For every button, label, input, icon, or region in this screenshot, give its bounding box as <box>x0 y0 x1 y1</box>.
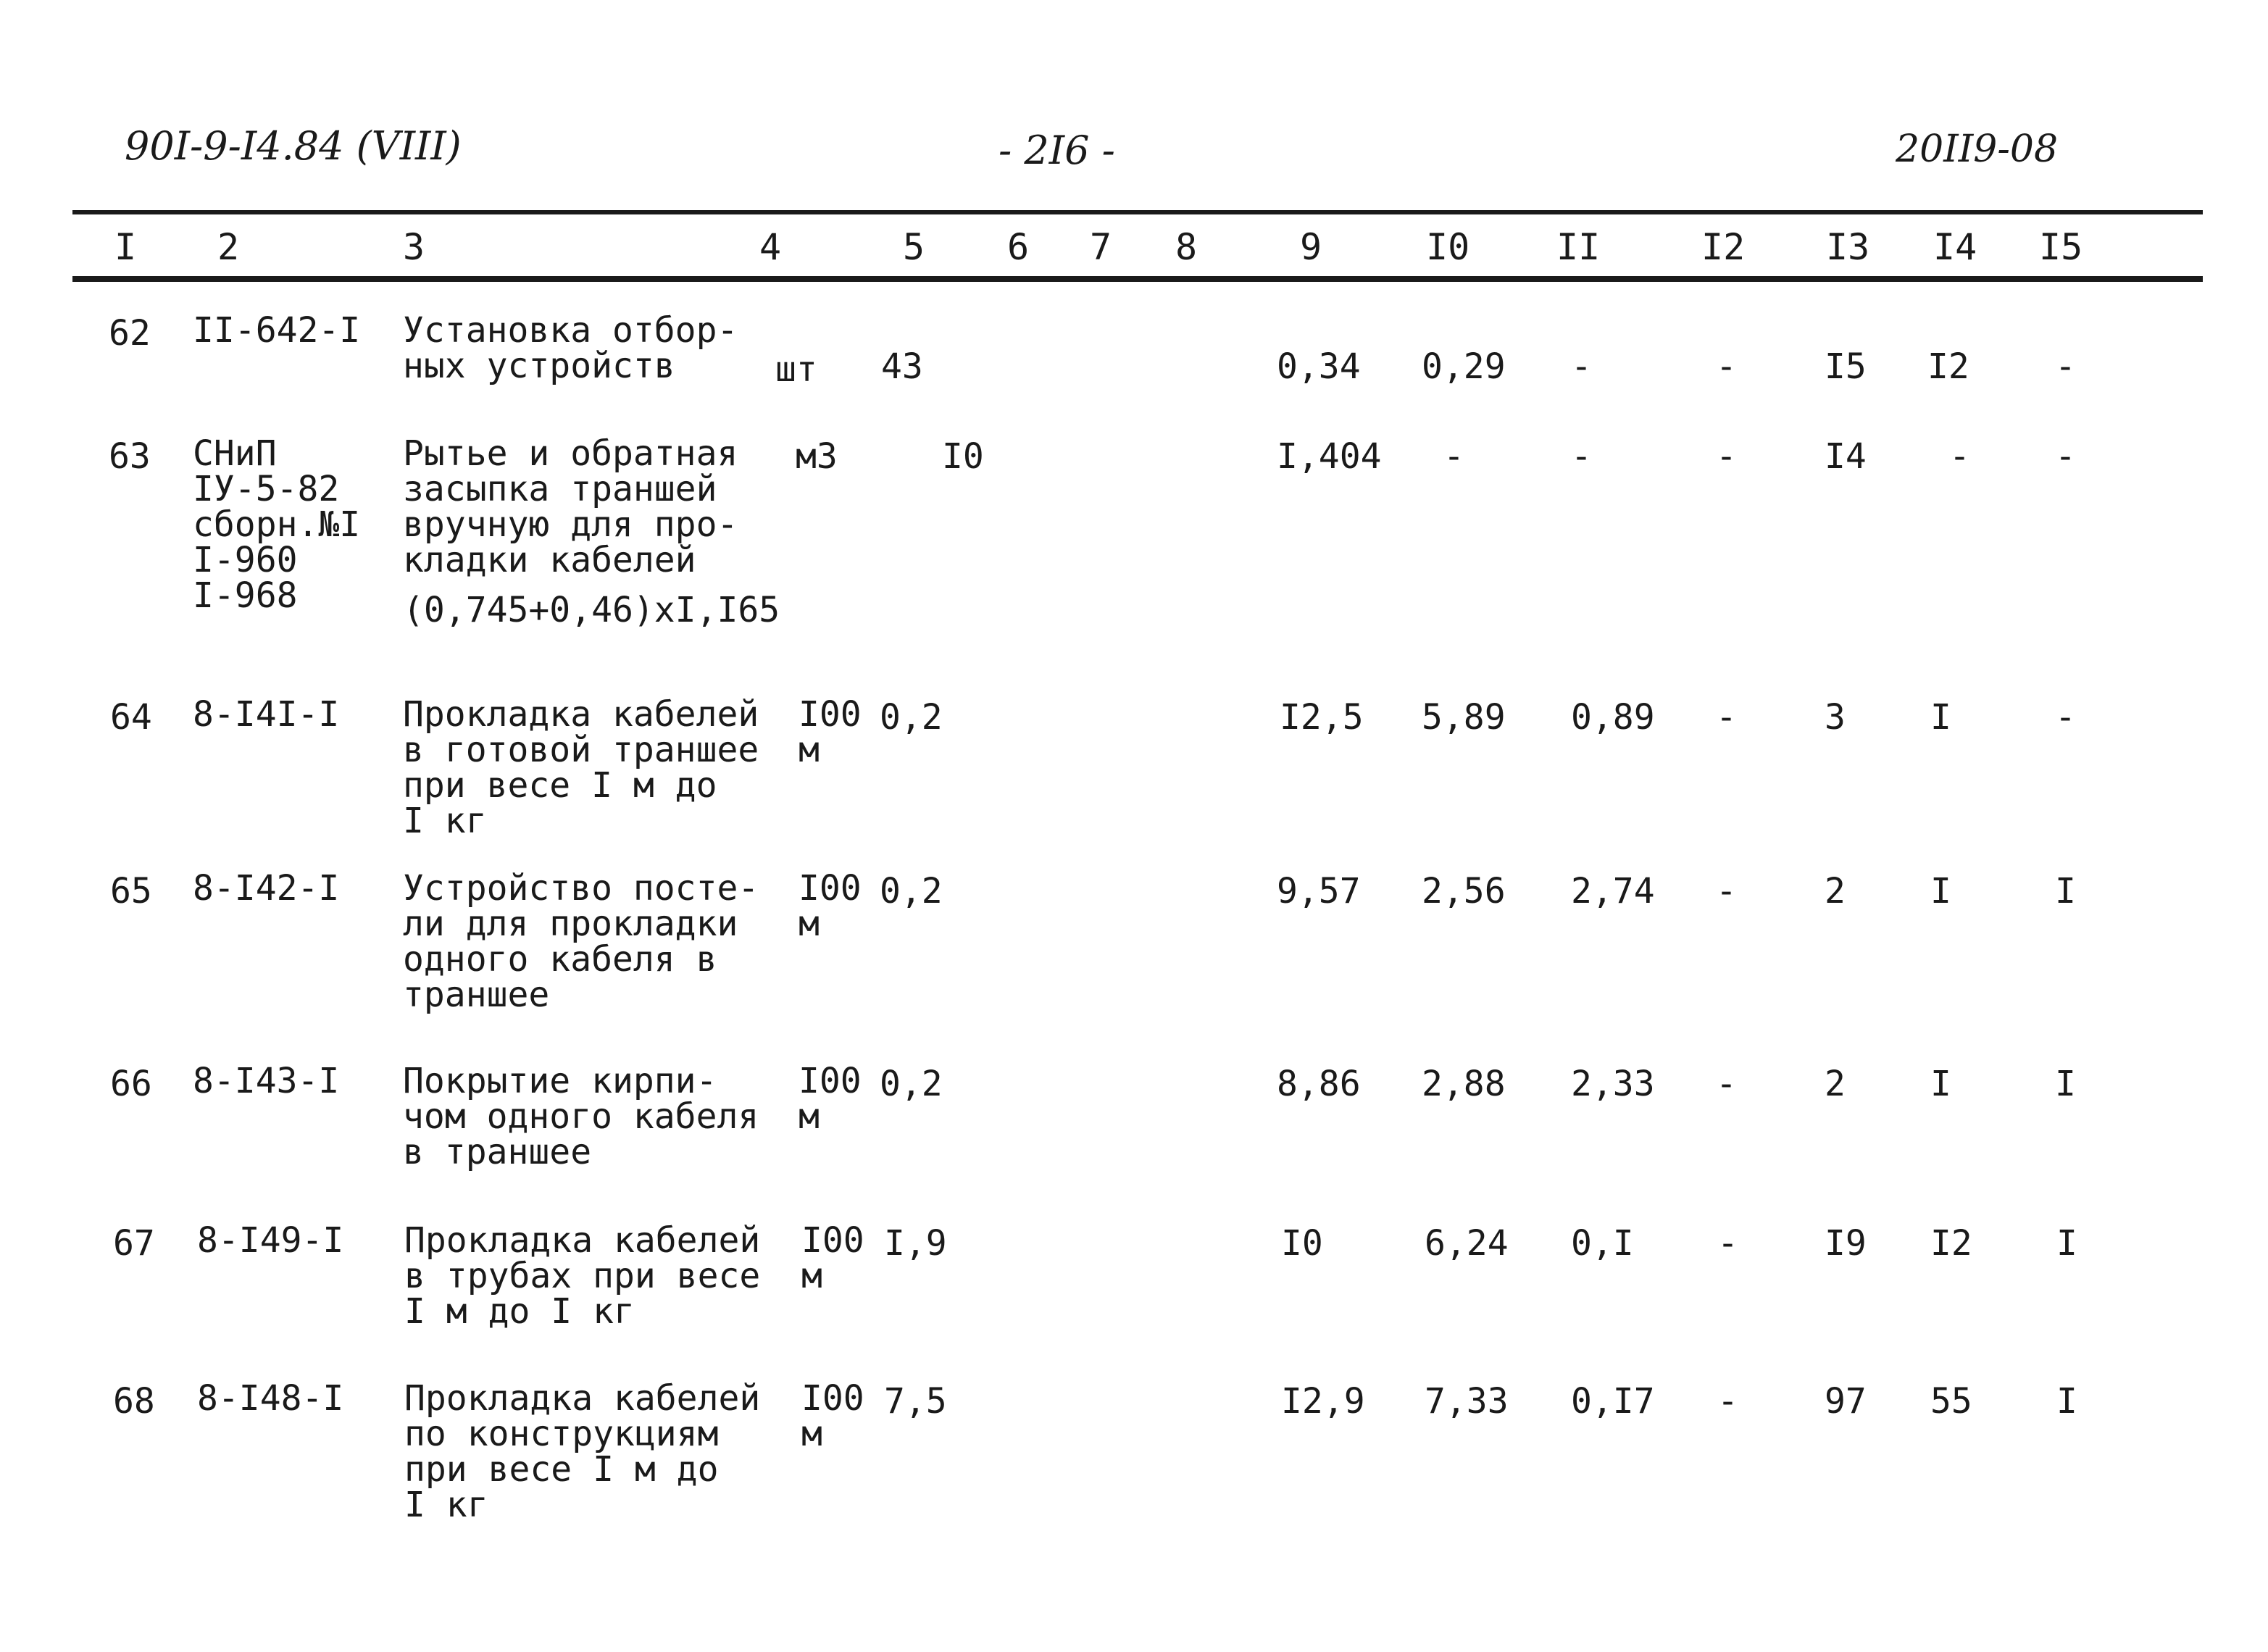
description-line: Установка отбор- <box>403 310 738 351</box>
description-line: чом одного кабеля <box>403 1096 759 1137</box>
column-header: II <box>1556 226 1601 268</box>
col-9-value: 8,86 <box>1277 1064 1361 1104</box>
code-line: IУ-5-82 <box>193 469 340 509</box>
col-12-value: - <box>1716 436 1737 477</box>
column-header: I0 <box>1426 226 1470 268</box>
col-10-value: 2,88 <box>1422 1064 1506 1104</box>
col-14-value: I <box>1930 697 1951 738</box>
description-line: при весе I м до <box>404 1449 719 1490</box>
code-line: 8-I43-I <box>193 1061 340 1101</box>
description-line: засыпка траншей <box>403 469 717 509</box>
norm-code <box>193 310 361 351</box>
quantity: 0,2 <box>880 697 943 738</box>
unit-line: I00 <box>801 1220 864 1261</box>
col-15-value: I <box>2056 1223 2077 1264</box>
col-9-value: I,404 <box>1277 436 1382 477</box>
col-10-value: - <box>1443 436 1464 477</box>
col-12-value: - <box>1716 871 1737 911</box>
column-header: I3 <box>1826 226 1870 268</box>
column-header: 9 <box>1300 226 1322 268</box>
unit-line: I00 <box>799 1061 862 1101</box>
col-9-value: 0,34 <box>1277 346 1361 387</box>
column-header: 5 <box>903 226 925 268</box>
archive-number: 20II9-08 <box>1896 128 2059 171</box>
code-line: 8-I48-I <box>197 1378 344 1419</box>
col-12-value: - <box>1716 1064 1737 1104</box>
quantity: 0,2 <box>880 1064 943 1104</box>
norm-code <box>193 868 340 909</box>
work-description <box>403 868 759 1015</box>
column-header: 6 <box>1007 226 1030 268</box>
description-line: в траншее <box>403 1132 592 1172</box>
description-line: I м до I кг <box>404 1291 635 1332</box>
description-line: ли для прокладки <box>403 904 738 944</box>
unit <box>799 1061 862 1137</box>
unit <box>801 1220 864 1296</box>
col-15-value: - <box>2055 436 2076 477</box>
row-number: 68 <box>113 1381 155 1422</box>
unit <box>801 1378 864 1454</box>
code-line: 8-I42-I <box>193 868 340 909</box>
description-line: в трубах при весе <box>404 1256 761 1296</box>
quantity: 7,5 <box>884 1381 947 1422</box>
column-header: I <box>114 226 137 268</box>
row-number: 62 <box>109 313 151 354</box>
table-top-rule <box>72 210 2203 214</box>
unit <box>796 436 838 477</box>
col-9-value: I2,5 <box>1280 697 1364 738</box>
col-11-value: 2,74 <box>1571 871 1655 911</box>
work-description <box>403 433 738 580</box>
norm-code <box>197 1220 344 1261</box>
work-description <box>404 1220 761 1332</box>
col-11-value: 0,I <box>1571 1223 1634 1264</box>
description-line: траншее <box>403 975 550 1015</box>
col-12-value: - <box>1716 346 1737 387</box>
column-header: I4 <box>1933 226 1977 268</box>
code-line: 8-I4I-I <box>193 694 340 735</box>
norm-code <box>193 694 340 735</box>
col-15-value: I <box>2056 1381 2077 1422</box>
col-10-value: 6,24 <box>1425 1223 1509 1264</box>
col-11-value: 2,33 <box>1571 1064 1655 1104</box>
code-line: I-960 <box>193 540 298 580</box>
description-line: I кг <box>403 801 487 841</box>
unit <box>775 349 817 390</box>
col-14-value: I <box>1930 871 1951 911</box>
col-9-value: 9,57 <box>1277 871 1361 911</box>
row-number: 66 <box>110 1064 152 1104</box>
row-number: 65 <box>110 871 152 911</box>
quantity-formula: (0,745+0,46)xI,I65 <box>403 590 780 630</box>
code-line: II-642-I <box>193 310 361 351</box>
unit-line: м <box>799 904 820 944</box>
col-11-value: - <box>1571 436 1592 477</box>
unit-line: м <box>801 1256 822 1296</box>
work-description <box>403 1061 759 1172</box>
description-line: кладки кабелей <box>403 540 696 580</box>
unit-line: I00 <box>799 868 862 909</box>
unit-line: м3 <box>796 436 838 477</box>
column-header: 2 <box>217 226 240 268</box>
description-line: при весе I м до <box>403 765 717 806</box>
col-10-value: 0,29 <box>1422 346 1506 387</box>
quantity: I0 <box>942 436 984 477</box>
norm-code <box>193 433 361 616</box>
description-line: I кг <box>404 1485 488 1525</box>
column-header: 8 <box>1175 226 1198 268</box>
code-line: СНиП <box>193 433 277 474</box>
column-header: I2 <box>1701 226 1746 268</box>
code-line: I-968 <box>193 575 298 616</box>
col-14-value: I2 <box>1930 1223 1972 1264</box>
row-number: 67 <box>113 1223 155 1264</box>
description-line: одного кабеля в <box>403 939 717 980</box>
quantity: 0,2 <box>880 871 943 911</box>
norm-code <box>193 1061 340 1101</box>
col-10-value: 5,89 <box>1422 697 1506 738</box>
unit-line: м <box>799 1096 820 1137</box>
unit-line: шт <box>775 349 817 390</box>
quantity: 43 <box>881 346 923 387</box>
col-13-value: I5 <box>1825 346 1867 387</box>
col-10-value: 2,56 <box>1422 871 1506 911</box>
col-11-value: - <box>1571 346 1592 387</box>
unit-line: м <box>799 730 820 770</box>
row-number: 63 <box>109 436 151 477</box>
description-line: в готовой траншее <box>403 730 759 770</box>
col-9-value: I0 <box>1281 1223 1323 1264</box>
column-header: 3 <box>403 226 425 268</box>
col-12-value: - <box>1717 1223 1738 1264</box>
work-description <box>403 694 759 841</box>
col-12-value: - <box>1716 697 1737 738</box>
col-14-value: 55 <box>1930 1381 1972 1422</box>
col-13-value: I4 <box>1825 436 1867 477</box>
description-line: Рытье и обратная <box>403 433 738 474</box>
code-line: 8-I49-I <box>197 1220 344 1261</box>
quantity: I,9 <box>884 1223 947 1264</box>
col-14-value: - <box>1949 436 1970 477</box>
col-15-value: I <box>2055 871 2076 911</box>
col-9-value: I2,9 <box>1281 1381 1365 1422</box>
unit-line: м <box>801 1414 822 1454</box>
col-11-value: 0,I7 <box>1571 1381 1655 1422</box>
col-10-value: 7,33 <box>1425 1381 1509 1422</box>
col-13-value: 2 <box>1825 871 1846 911</box>
norm-code <box>197 1378 344 1419</box>
col-15-value: I <box>2055 1064 2076 1104</box>
description-line: Покрытие кирпи- <box>403 1061 717 1101</box>
description-line: по конструкциям <box>404 1414 719 1454</box>
col-14-value: I <box>1930 1064 1951 1104</box>
description-line: Прокладка кабелей <box>403 694 759 735</box>
col-14-value: I2 <box>1927 346 1969 387</box>
unit-line: I00 <box>801 1378 864 1419</box>
code-line: сборн.№I <box>193 504 361 545</box>
column-header: 4 <box>759 226 782 268</box>
unit-line: I00 <box>799 694 862 735</box>
col-15-value: - <box>2055 346 2076 387</box>
unit <box>799 868 862 944</box>
col-13-value: I9 <box>1825 1223 1867 1264</box>
description-line: вручную для про- <box>403 504 738 545</box>
col-11-value: 0,89 <box>1571 697 1655 738</box>
column-header: 7 <box>1090 226 1112 268</box>
col-13-value: 97 <box>1825 1381 1867 1422</box>
description-line: Прокладка кабелей <box>404 1220 761 1261</box>
work-description <box>404 1378 761 1525</box>
unit <box>799 694 862 770</box>
description-line: Прокладка кабелей <box>404 1378 761 1419</box>
page-number: - 2I6 - <box>998 128 1115 173</box>
col-12-value: - <box>1717 1381 1738 1422</box>
row-number: 64 <box>110 697 152 738</box>
col-13-value: 3 <box>1825 697 1846 738</box>
table-header-rule <box>72 276 2203 282</box>
work-description <box>403 310 738 386</box>
description-line: ных устройств <box>403 346 675 386</box>
col-13-value: 2 <box>1825 1064 1846 1104</box>
document-designation: 90I-9-I4.84 (VIII) <box>125 123 462 169</box>
column-header: I5 <box>2039 226 2083 268</box>
description-line: Устройство посте- <box>403 868 759 909</box>
col-15-value: - <box>2055 697 2076 738</box>
